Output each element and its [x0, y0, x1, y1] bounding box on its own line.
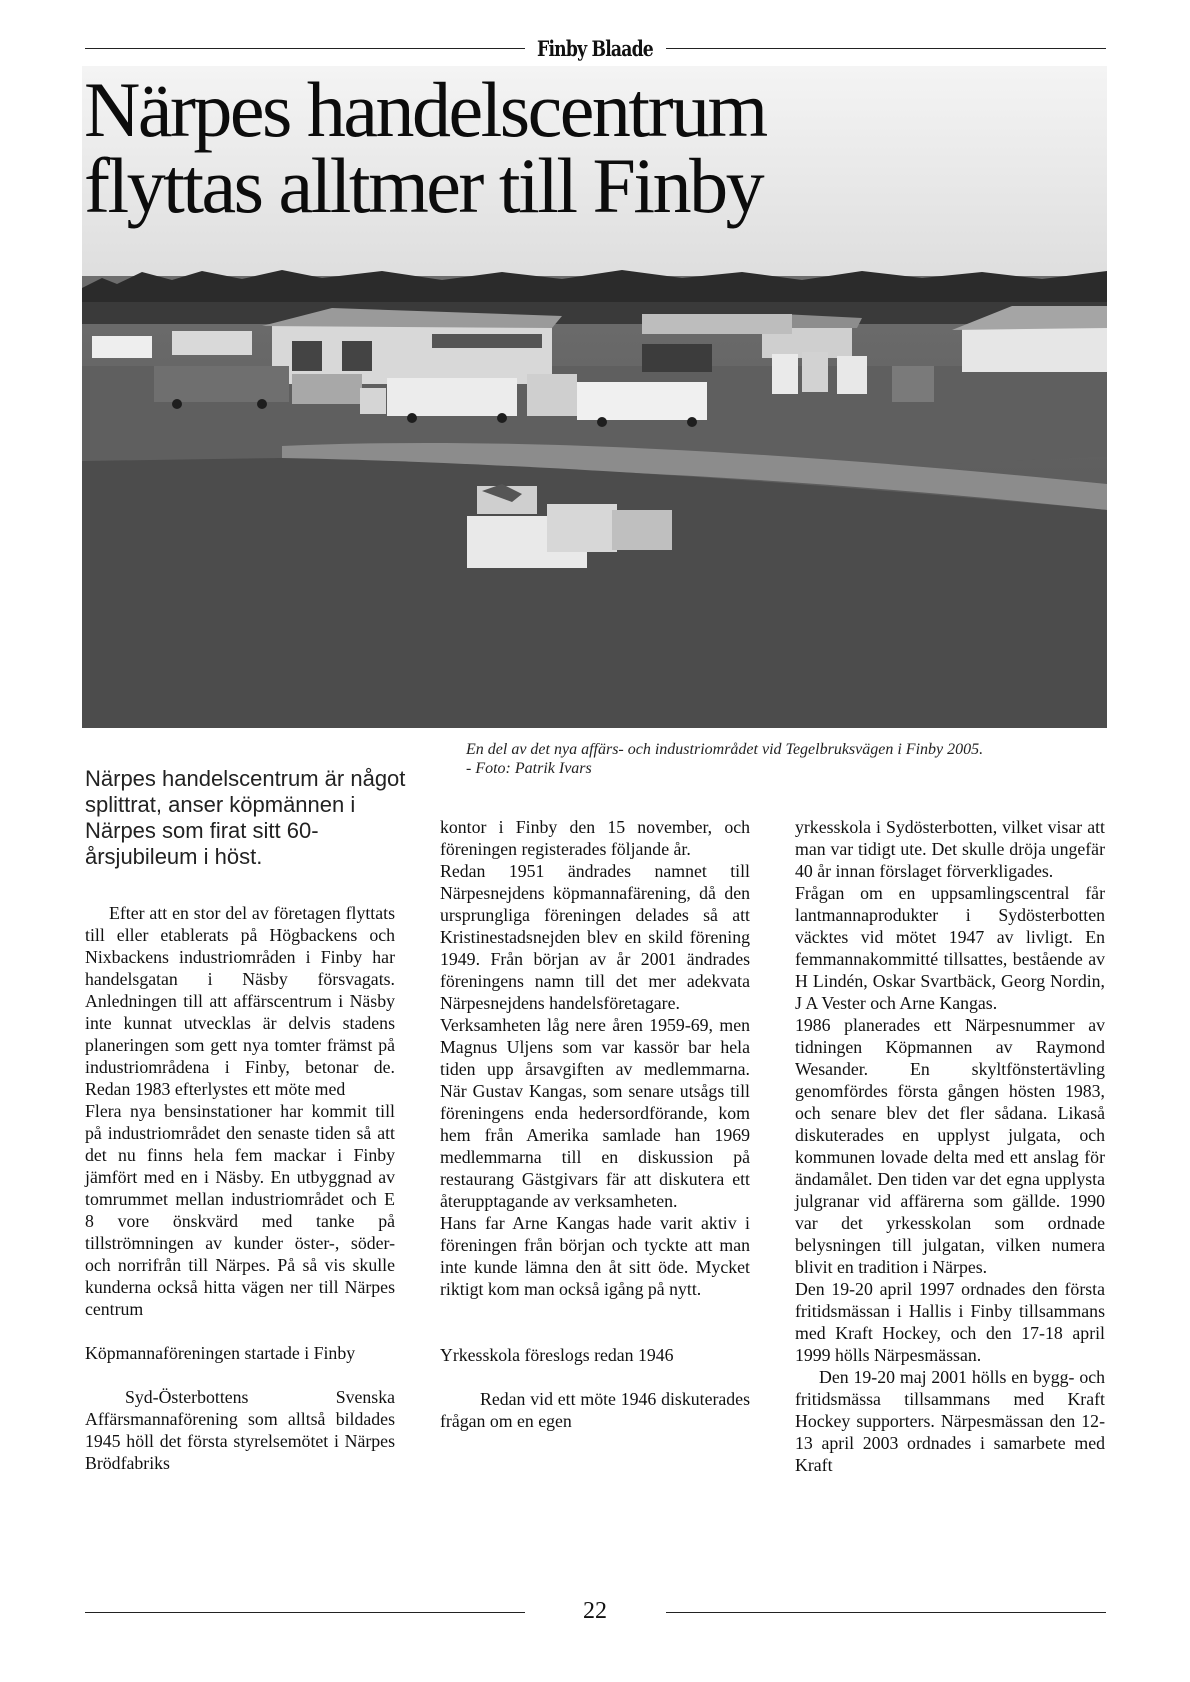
col2-paragraph-4: Hans far Arne Kangas hade varit aktiv i föreningen från början och tyckte att man inte kunde lämna den åt sitt öde. Mycket riktigt kom man också igång på nytt. — [440, 1213, 750, 1299]
column-2 — [440, 816, 750, 1432]
page-number: 22 — [583, 1598, 607, 1624]
col3-paragraph-5: Den 19-20 maj 2001 hölls en bygg- och fritidsmässa tillsammans med Kraft Hockey supporters. Närpesmässan den 12-13 april 2003 ordnades i samarbete med Kraft — [795, 1367, 1105, 1475]
column-3 — [795, 816, 1105, 1476]
col2-paragraph-5: Redan vid ett möte 1946 diskuterades frågan om en egen — [440, 1389, 750, 1431]
subheading-yrkesskola: Yrkesskola föreslogs redan 1946 — [440, 1345, 674, 1365]
col1-paragraph-1: Efter att en stor del av företagen flyttats till eller etablerats på Högbackens och Nixbackens industriområden i Finby har handelsgatan i Näsby försvagats. Anledningen till att affärscentrum i Näsby inte kunnat utvecklas är delvis stadens planeringen som gett nya tomter främst på industriområdena i Finby, betonar de. Redan 1983 efterlystes ett möte med — [85, 903, 395, 1099]
col1-paragraph-2: Flera nya bensinstationer har kommit till på industriområdet den senaste tiden så att det nu finns hela fem mackar i Finby jämfört med en i Näsby. En utbyggnad av tomrummet mellan industriområdet och E 8 vore önskvärd med tanke på tillströmningen av kunder öster-, söder- och norrifrån till Närpes. På så vis skulle kunderna också hitta vägen ner till Närpes centrum — [85, 1101, 395, 1319]
photo-caption — [466, 740, 1116, 778]
headline-line-2: flyttas alltmer till Finby — [84, 142, 763, 229]
caption-line-1: En del av det nya affärs- och industriområdet vid Tegelbruksvägen i Finby 2005. — [466, 741, 984, 758]
col1-paragraph-3: Syd-Österbottens Svenska Affärsmannaförening som alltså bildades 1945 höll det första styrelsemötet i Närpes Brödfabriks — [85, 1387, 395, 1473]
masthead: Finby Blaade — [537, 36, 653, 61]
col3-paragraph-2: Frågan om en uppsamlingscentral får lantmannaprodukter i Sydösterbotten väcktes vid mötet 1947 av livligt. En femmannakommitté tillsattes, bestående av H Lindén, Oskar Svartbäck, Georg Nordin, J A Vester och Arne Kangas. — [795, 883, 1105, 1013]
col2-paragraph-2: Redan 1951 ändrades namnet till Närpesnejdens köpmannafärening, då den ursprungliga föreningen delades så att Kristinestadsnejden blev en skild förening 1949. Från början av år 2001 ändrades föreningens namn till det mer adekvata Närpesnejdens handelsföretagare. — [440, 861, 750, 1013]
column-1 — [85, 902, 395, 1474]
subheading-kopmannaforeningen: Köpmannaföreningen startade i Finby — [85, 1343, 356, 1363]
col2-paragraph-3: Verksamheten låg nere åren 1959-69, men Magnus Uljens som var kassör bar hela tiden upp årsavgiften av medlemmarna. När Gustav Kangas, som senare utsågs till föreningens enda hedersordförande, kom hem från Amerika samlade han 1969 medlemmarna till en diskussion på restaurang Gästgivars fär att diskutera ett återupptagande av verksamheten. — [440, 1015, 750, 1211]
col3-paragraph-3: 1986 planerades ett Närpesnummer av tidningen Köpmannen av Raymond Wesander. En skyltfönstertävling genomfördes första gången hösten 1983, och senare blev det fler sådana. Likaså diskuterades en upplyst julgata, och kommunen lovade delta med ett anslag för ändamålet. Den tiden var det egna upplysta julgranar vid affärerna som gällde. 1990 var det yrkesskolan som ordnade belysningen till julgatan, vilken numera blivit en tradition i Närpes. — [795, 1015, 1105, 1277]
col3-paragraph-4: Den 19-20 april 1997 ordnades den första fritidsmässan i Hallis i Finby tillsammans med Kraft Hockey, och den 17-18 april 1999 hölls Närpesmässan. — [795, 1279, 1105, 1365]
caption-line-2: - Foto: Patrik Ivars — [466, 760, 592, 777]
lead-paragraph: Närpes handelscentrum är något splittrat, anser köpmännen i Närpes som firat sitt 60-årsjubileum i höst. — [85, 766, 406, 869]
col3-paragraph-1: yrkesskola i Sydösterbotten, vilket visar att man var tidigt ute. Det skulle dröja ungefär 40 år innan förslaget förverkligades. — [795, 817, 1105, 881]
headline — [84, 66, 766, 229]
headline-line-1: Närpes handelscentrum — [84, 66, 766, 153]
col2-paragraph-1: kontor i Finby den 15 november, och föreningen registerades följande år. — [440, 817, 750, 859]
